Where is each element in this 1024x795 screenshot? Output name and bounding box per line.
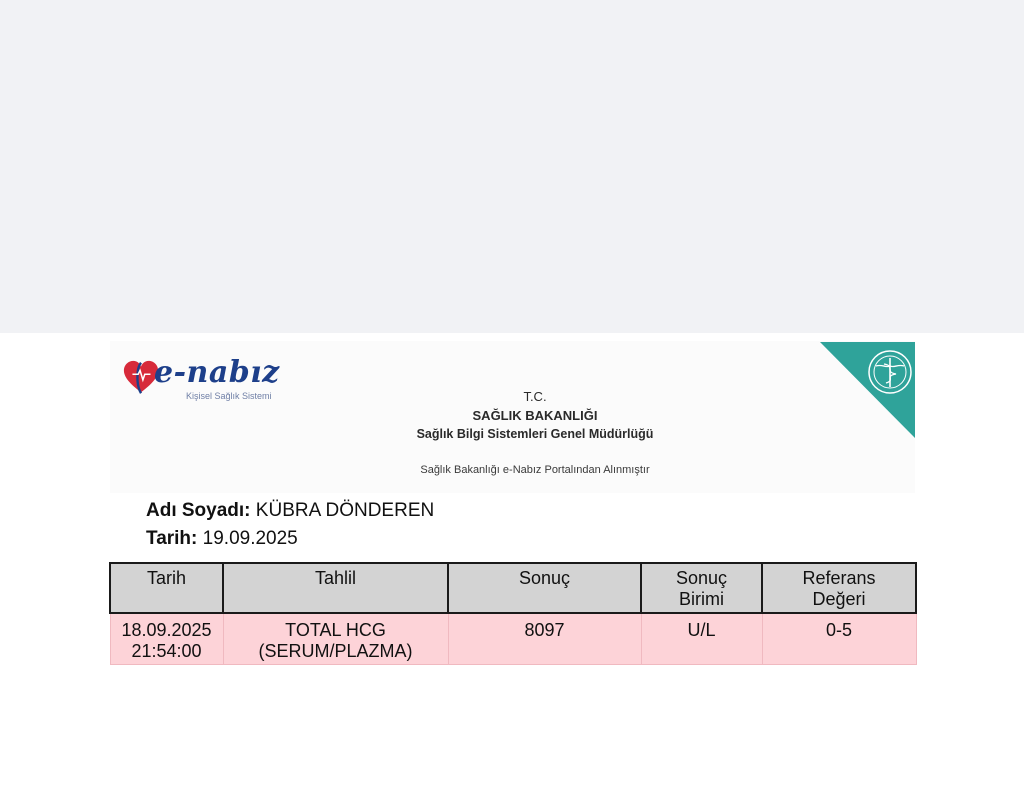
cell-referans: 0-5 — [762, 613, 916, 665]
cell-tarih: 18.09.2025 21:54:00 — [110, 613, 223, 665]
column-header-tahlil: Tahlil — [223, 563, 448, 613]
portal-note: Sağlık Bakanlığı e-Nabız Portalından Alınmıştır — [420, 464, 650, 476]
column-header-sonuc: Sonuç — [448, 563, 641, 613]
column-header-sonuc-birimi: Sonuç Birimi — [641, 563, 762, 613]
report-date — [146, 528, 298, 550]
cell-tahlil: TOTAL HCG (SERUM/PLAZMA) — [223, 613, 448, 665]
ministry-heading — [330, 387, 740, 444]
report-date-label: Tarih: — [146, 528, 198, 549]
logo-subtitle: Kişisel Sağlık Sistemi — [186, 391, 272, 401]
patient-name-value: KÜBRA DÖNDEREN — [255, 500, 435, 521]
column-header-tarih: Tarih — [110, 563, 223, 613]
top-blank-area — [0, 0, 1024, 333]
cell-birim: U/L — [641, 613, 762, 665]
ministry-emblem-icon — [820, 342, 915, 438]
patient-name — [146, 500, 434, 522]
cell-sonuc: 8097 — [448, 613, 641, 665]
lab-result-document — [0, 333, 1024, 795]
patient-name-label: Adı Soyadı: — [146, 500, 251, 521]
ministry-line-department: Sağlık Bilgi Sistemleri Genel Müdürlüğü — [416, 427, 654, 441]
ministry-line-name: SAĞLIK BAKANLIĞI — [472, 408, 598, 423]
logo-wordmark: e-nabız — [154, 355, 280, 390]
table-header-row — [110, 563, 916, 613]
results-table — [109, 562, 917, 665]
column-header-referans-degeri: Referans Değeri — [762, 563, 916, 613]
report-date-value: 19.09.2025 — [202, 528, 298, 549]
ministry-line-tc: T.C. — [523, 389, 547, 404]
enabiz-logo — [122, 355, 302, 405]
table-row — [110, 613, 916, 665]
